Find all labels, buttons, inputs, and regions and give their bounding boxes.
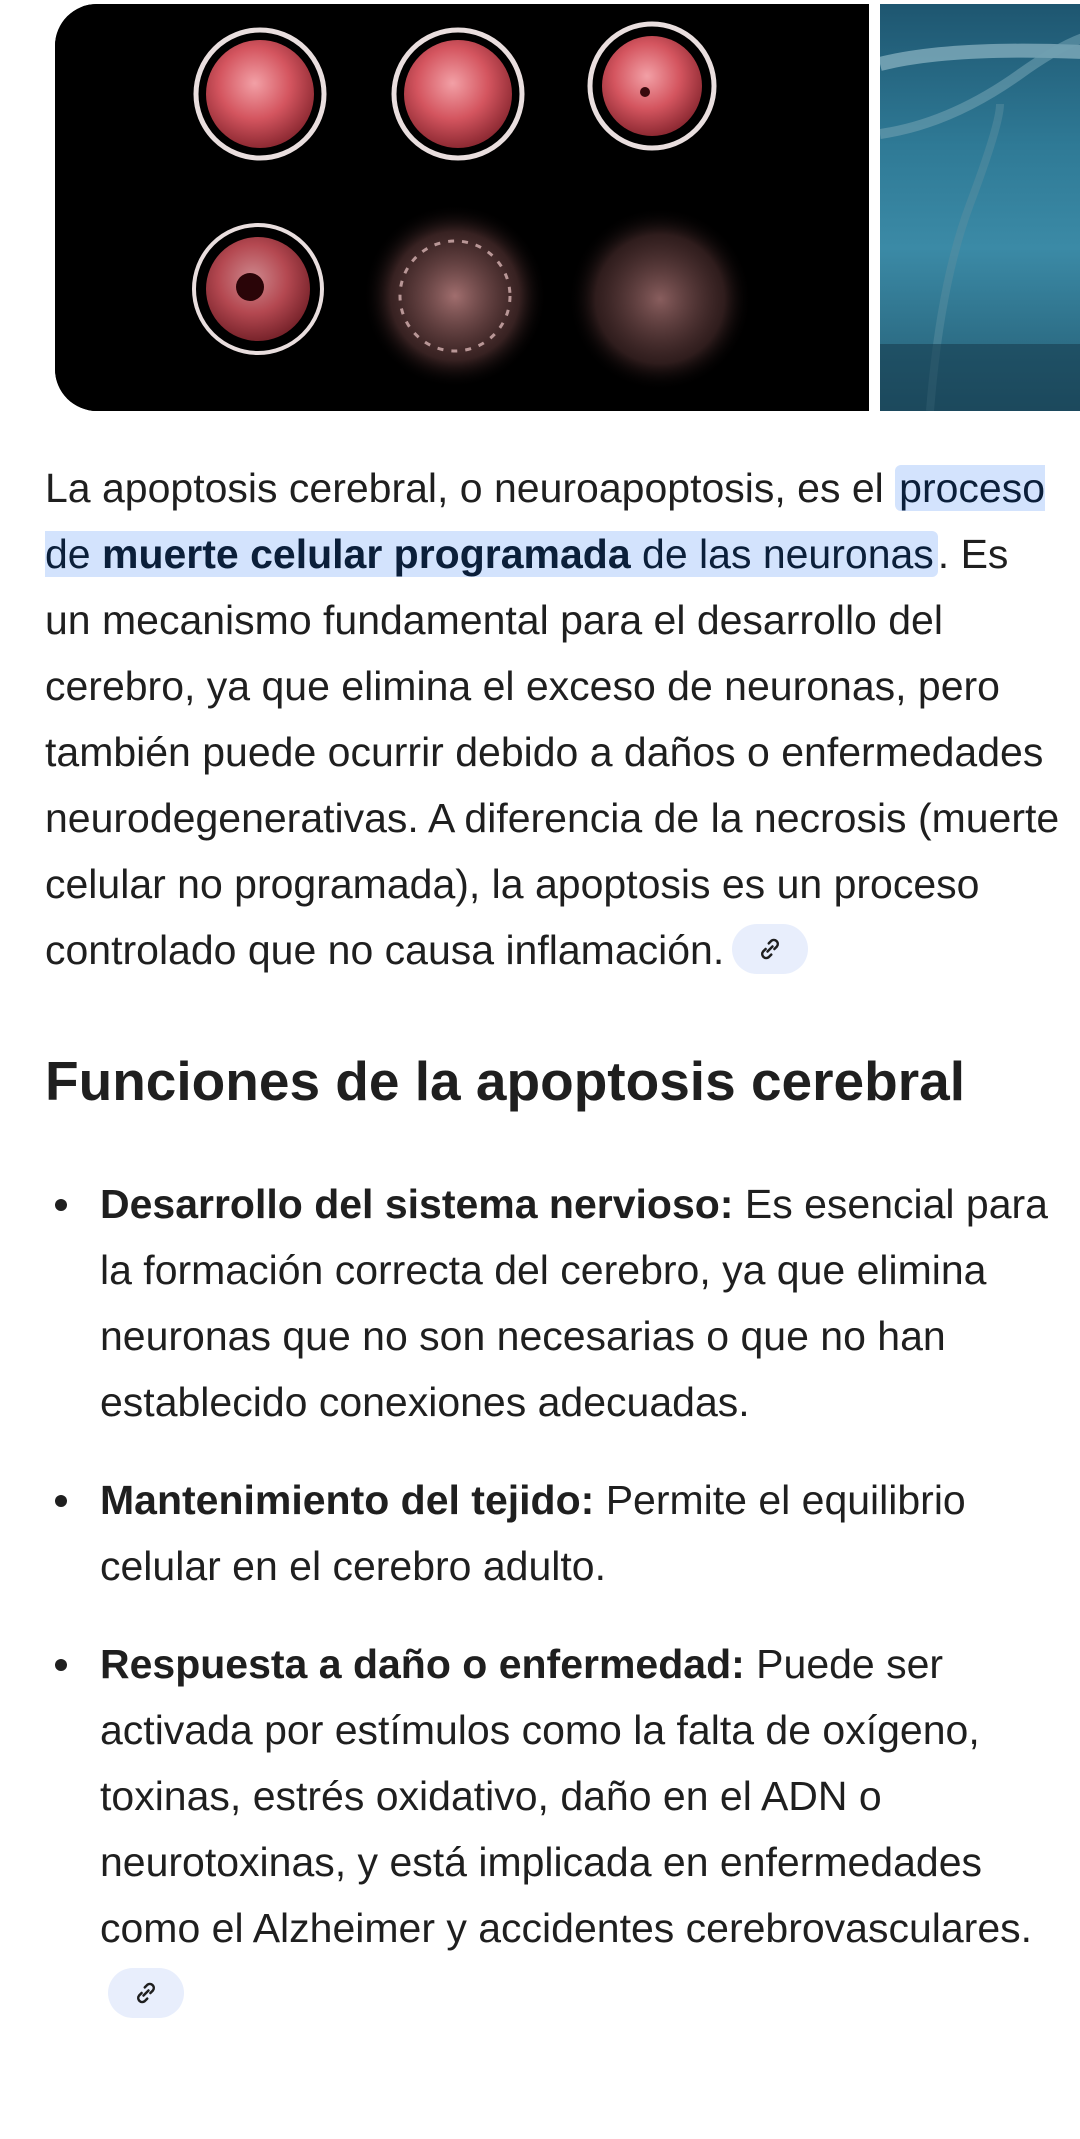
item-title: Mantenimiento del tejido: — [100, 1477, 595, 1523]
item-text: Permite el equilibrio celular en el cerebro adulto. — [100, 1477, 966, 1589]
item-title: Desarrollo del sistema nervioso: — [100, 1181, 734, 1227]
intro-text-rest: . Es un mecanismo fundamental para el desarrollo del cerebro, ya que elimina el exceso de neuronas, pero también puede ocurrir debido a daños o enfermedades neurodegenerativas. A diferencia de la necrosis (muerte celular no programada), la apoptosis es un proceso controlado que no causa inflamación. — [45, 531, 1060, 973]
intro-paragraph — [45, 455, 1060, 983]
highlight-text-c: de las neuronas — [630, 531, 934, 577]
neuron-illustration — [880, 4, 1080, 411]
item-text: Puede ser activada por estímulos como la falta de oxígeno, toxinas, estrés oxidativo, daño en el ADN o neurotoxinas, y está implicada en enfermedades como el Alzheimer y accidentes cerebrovasculares. — [100, 1641, 1033, 1951]
section-heading: Funciones de la apoptosis cerebral — [45, 1050, 965, 1112]
highlight-text-a: proceso de — [45, 465, 1046, 577]
intro-text-start: La apoptosis cerebral, o neuroapoptosis, es el — [45, 465, 896, 511]
item-text: Es esencial para la formación correcta del cerebro, ya que elimina neuronas que no son necesarias o que no han establecido conexiones adecuadas. — [100, 1181, 1048, 1425]
functions-list — [45, 1171, 1060, 2027]
item-title: Respuesta a daño o enfermedad: — [100, 1641, 745, 1687]
image-carousel[interactable] — [0, 4, 1080, 411]
bullet-icon — [55, 1495, 67, 1507]
bullet-icon — [55, 1199, 67, 1211]
list-item — [45, 1171, 1060, 1435]
answer-content — [45, 455, 1060, 2059]
link-icon — [131, 1978, 161, 2008]
cell-stages-illustration — [55, 4, 869, 411]
neuron-blue-image[interactable] — [880, 4, 1080, 411]
list-item — [45, 1631, 1060, 2027]
highlight-text-bold: muerte celular programada — [102, 531, 631, 577]
list-item — [45, 1467, 1060, 1599]
source-link-button[interactable] — [732, 924, 808, 974]
source-link-button[interactable] — [108, 1968, 184, 2018]
cell-apoptosis-stages-image[interactable] — [55, 4, 869, 411]
bullet-icon — [55, 1659, 67, 1671]
link-icon — [755, 934, 785, 964]
